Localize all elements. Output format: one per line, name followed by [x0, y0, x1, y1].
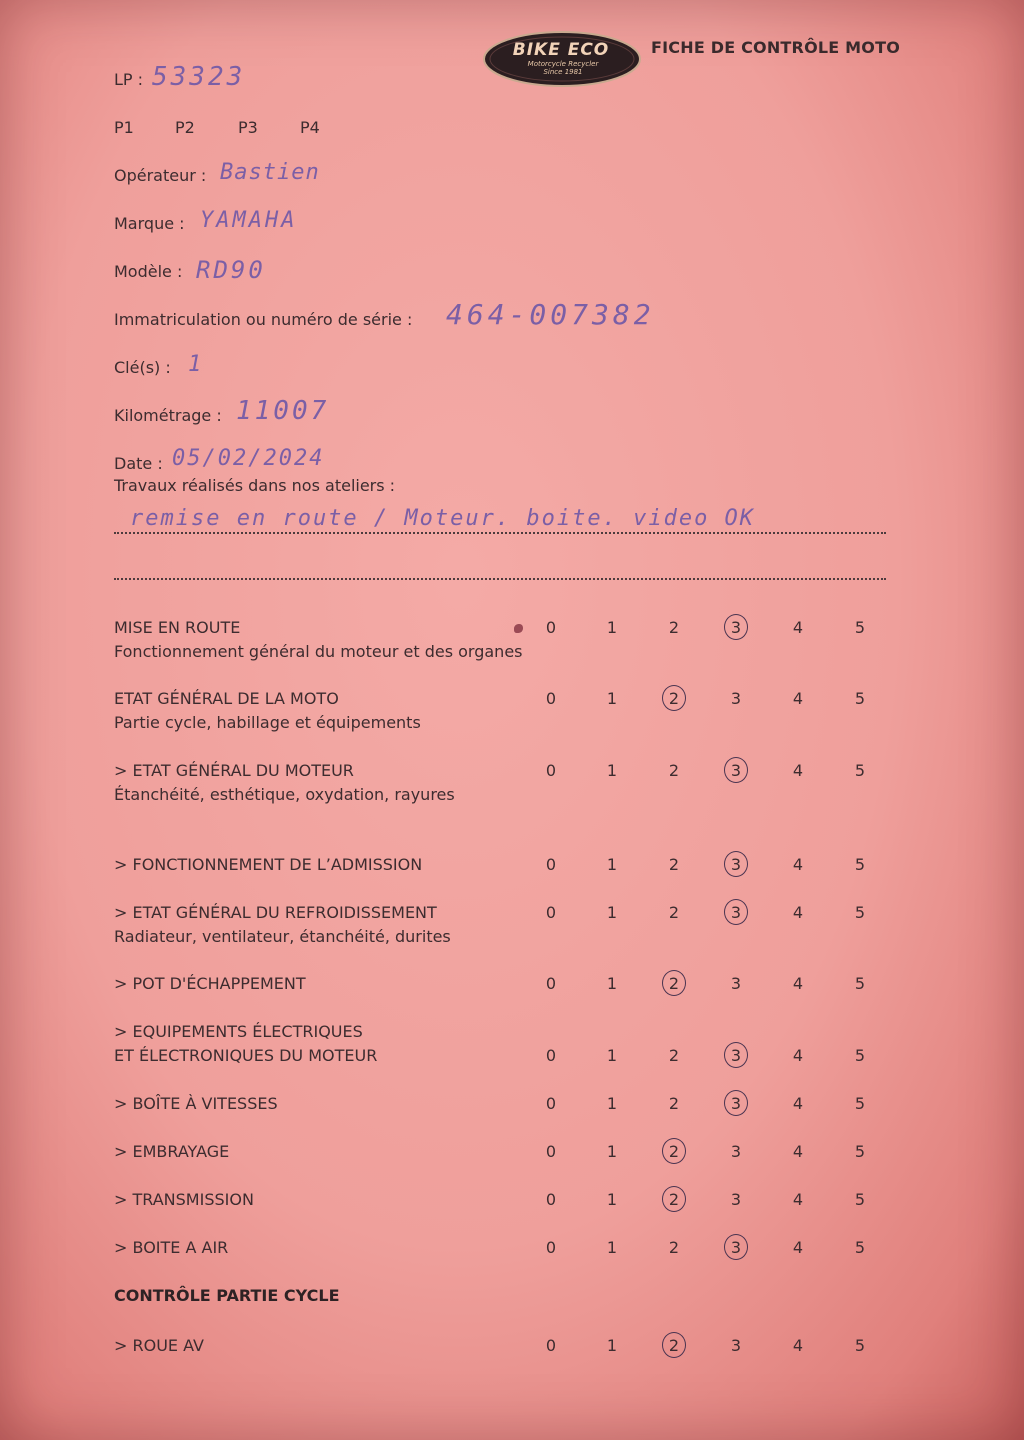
criterion-title: ETAT GÉNÉRAL DE LA MOTO: [114, 689, 339, 708]
criterion-title: > EMBRAYAGE: [114, 1142, 230, 1161]
selected-score-circle: [724, 1042, 748, 1068]
score-option-1[interactable]: 1: [606, 1142, 618, 1161]
cles-label: Clé(s) :: [114, 358, 171, 377]
travaux-line-1: [114, 532, 886, 534]
score-option-5[interactable]: 5: [854, 1142, 866, 1161]
score-option-2[interactable]: 2: [668, 903, 680, 922]
marque-value: YAMAHA: [200, 208, 298, 233]
logo-text: BIKE ECO: [512, 40, 610, 60]
score-option-4[interactable]: 4: [792, 618, 804, 637]
score-option-3[interactable]: 3: [730, 1046, 742, 1065]
criterion-label: [114, 972, 306, 996]
logo-subtitle: [508, 60, 618, 76]
score-option-5[interactable]: 5: [854, 1046, 866, 1065]
score-option-1[interactable]: 1: [606, 903, 618, 922]
score-option-5[interactable]: 5: [854, 1094, 866, 1113]
selected-score-circle: [662, 685, 686, 711]
criterion-label: [114, 687, 421, 735]
criterion-title: > EQUIPEMENTS ÉLECTRIQUES: [114, 1022, 363, 1041]
score-option-3[interactable]: 3: [730, 1094, 742, 1113]
score-option-1[interactable]: 1: [606, 1094, 618, 1113]
score-option-0[interactable]: 0: [545, 903, 557, 922]
score-option-2[interactable]: 2: [668, 974, 680, 993]
modele-label: Modèle :: [114, 262, 183, 281]
criterion-label: [114, 1140, 229, 1164]
selected-score-circle: [724, 614, 748, 640]
score-option-4[interactable]: 4: [792, 974, 804, 993]
criterion-title: > POT D'ÉCHAPPEMENT: [114, 974, 306, 993]
score-option-4[interactable]: 4: [792, 689, 804, 708]
score-option-1[interactable]: 1: [606, 761, 618, 780]
date-label: Date :: [114, 454, 163, 473]
score-option-4[interactable]: 4: [792, 761, 804, 780]
selected-score-circle: [662, 970, 686, 996]
criterion-title: > BOÎTE À VITESSES: [114, 1094, 278, 1113]
modele-value: RD90: [196, 256, 266, 284]
score-option-5[interactable]: 5: [854, 855, 866, 874]
score-option-3[interactable]: 3: [730, 618, 742, 637]
criterion-label: [114, 1188, 254, 1212]
criterion-label: [114, 901, 451, 949]
score-option-4[interactable]: 4: [792, 1238, 804, 1257]
operateur-value: Bastien: [220, 160, 320, 185]
criterion-subtitle: ET ÉLECTRONIQUES DU MOTEUR: [114, 1046, 378, 1065]
score-option-0[interactable]: 0: [545, 1094, 557, 1113]
score-option-3[interactable]: 3: [730, 855, 742, 874]
criterion-label: [114, 1236, 228, 1260]
score-option-2[interactable]: 2: [668, 1142, 680, 1161]
cles-value: 1: [188, 352, 205, 377]
logo-subtitle-1: Motorcycle Recycler: [527, 60, 599, 68]
score-option-2[interactable]: 2: [668, 1094, 680, 1113]
score-option-5[interactable]: 5: [854, 1336, 866, 1355]
score-option-4[interactable]: 4: [792, 1142, 804, 1161]
score-option-3[interactable]: 3: [730, 1190, 742, 1209]
score-option-5[interactable]: 5: [854, 1238, 866, 1257]
criterion-label: [114, 853, 422, 877]
score-option-0[interactable]: 0: [545, 1336, 557, 1355]
score-option-5[interactable]: 5: [854, 761, 866, 780]
date-value: 05/02/2024: [172, 446, 325, 471]
score-option-0[interactable]: 0: [545, 1238, 557, 1257]
score-option-2[interactable]: 2: [668, 1336, 680, 1355]
selected-score-circle: [662, 1186, 686, 1212]
score-option-2[interactable]: 2: [668, 1238, 680, 1257]
criterion-title: > ETAT GÉNÉRAL DU MOTEUR: [114, 761, 354, 780]
travaux-value: remise en route / Moteur. boite. video OK: [130, 506, 756, 531]
immatriculation-label: Immatriculation ou numéro de série :: [114, 310, 413, 329]
score-option-2[interactable]: 2: [668, 689, 680, 708]
kilometrage-label: Kilométrage :: [114, 406, 222, 425]
selected-score-circle: [724, 1090, 748, 1116]
score-option-0[interactable]: 0: [545, 618, 557, 637]
logo-subtitle-2: Since 1981: [543, 68, 583, 76]
selected-score-circle: [724, 1234, 748, 1260]
criterion-title: > ROUE AV: [114, 1336, 204, 1355]
score-option-1[interactable]: 1: [606, 618, 618, 637]
score-option-1[interactable]: 1: [606, 1336, 618, 1355]
score-option-4[interactable]: 4: [792, 903, 804, 922]
score-option-2[interactable]: 2: [668, 1190, 680, 1209]
operateur-label: Opérateur :: [114, 166, 207, 185]
selected-score-circle: [662, 1332, 686, 1358]
score-option-3[interactable]: 3: [730, 1142, 742, 1161]
criterion-label: [114, 616, 523, 664]
travaux-line-2: [114, 578, 886, 580]
immatriculation-value: 464-007382: [446, 298, 655, 331]
position-p4: P4: [300, 118, 320, 137]
criterion-label: [114, 1092, 278, 1116]
score-option-4[interactable]: 4: [792, 1046, 804, 1065]
score-option-2[interactable]: 2: [668, 761, 680, 780]
lp-value: 53323: [152, 62, 246, 92]
criterion-subtitle: Radiateur, ventilateur, étanchéité, durites: [114, 927, 451, 946]
position-p1: P1: [114, 118, 134, 137]
criterion-title: > TRANSMISSION: [114, 1190, 254, 1209]
lp-label: LP :: [114, 70, 144, 89]
selected-score-circle: [724, 851, 748, 877]
score-option-3[interactable]: 3: [730, 1238, 742, 1257]
criterion-label: [114, 1334, 204, 1358]
score-option-5[interactable]: 5: [854, 974, 866, 993]
criterion-subtitle: Étanchéité, esthétique, oxydation, rayures: [114, 785, 455, 804]
score-option-5[interactable]: 5: [854, 903, 866, 922]
criterion-label: [114, 759, 455, 807]
score-option-3[interactable]: 3: [730, 689, 742, 708]
score-option-1[interactable]: 1: [606, 1046, 618, 1065]
score-option-4[interactable]: 4: [792, 1190, 804, 1209]
marque-label: Marque :: [114, 214, 185, 233]
travaux-label: Travaux réalisés dans nos ateliers :: [114, 476, 396, 495]
score-option-2[interactable]: 2: [668, 618, 680, 637]
selected-score-circle: [724, 757, 748, 783]
position-p3: P3: [238, 118, 258, 137]
criterion-title: MISE EN ROUTE: [114, 618, 241, 637]
score-option-0[interactable]: 0: [545, 855, 557, 874]
score-option-0[interactable]: 0: [545, 761, 557, 780]
criterion-subtitle: Fonctionnement général du moteur et des organes: [114, 642, 523, 661]
position-p2: P2: [175, 118, 195, 137]
score-option-5[interactable]: 5: [854, 618, 866, 637]
score-option-1[interactable]: 1: [606, 1238, 618, 1257]
score-option-2[interactable]: 2: [668, 1046, 680, 1065]
score-option-0[interactable]: 0: [545, 974, 557, 993]
score-option-4[interactable]: 4: [792, 855, 804, 874]
criterion-title: > BOITE A AIR: [114, 1238, 229, 1257]
score-option-1[interactable]: 1: [606, 974, 618, 993]
criterion-label: [114, 1020, 377, 1068]
section-cycle-title: CONTRÔLE PARTIE CYCLE: [114, 1286, 340, 1305]
score-option-1[interactable]: 1: [606, 855, 618, 874]
score-option-4[interactable]: 4: [792, 1336, 804, 1355]
score-option-2[interactable]: 2: [668, 855, 680, 874]
selected-score-circle: [724, 899, 748, 925]
criterion-title: > FONCTIONNEMENT DE L’ADMISSION: [114, 855, 423, 874]
page-title: FICHE DE CONTRÔLE MOTO: [651, 38, 901, 57]
score-option-0[interactable]: 0: [545, 1190, 557, 1209]
score-option-1[interactable]: 1: [606, 1190, 618, 1209]
score-option-3[interactable]: 3: [730, 974, 742, 993]
score-option-1[interactable]: 1: [606, 689, 618, 708]
kilometrage-value: 11007: [236, 396, 330, 426]
score-option-0[interactable]: 0: [545, 1142, 557, 1161]
score-option-0[interactable]: 0: [545, 1046, 557, 1065]
score-option-0[interactable]: 0: [545, 689, 557, 708]
criterion-title: > ETAT GÉNÉRAL DU REFROIDISSEMENT: [114, 903, 437, 922]
criterion-subtitle: Partie cycle, habillage et équipements: [114, 713, 421, 732]
selected-score-circle: [662, 1138, 686, 1164]
score-option-3[interactable]: 3: [730, 903, 742, 922]
score-option-4[interactable]: 4: [792, 1094, 804, 1113]
score-option-3[interactable]: 3: [730, 1336, 742, 1355]
score-option-5[interactable]: 5: [854, 1190, 866, 1209]
score-option-3[interactable]: 3: [730, 761, 742, 780]
score-option-5[interactable]: 5: [854, 689, 866, 708]
